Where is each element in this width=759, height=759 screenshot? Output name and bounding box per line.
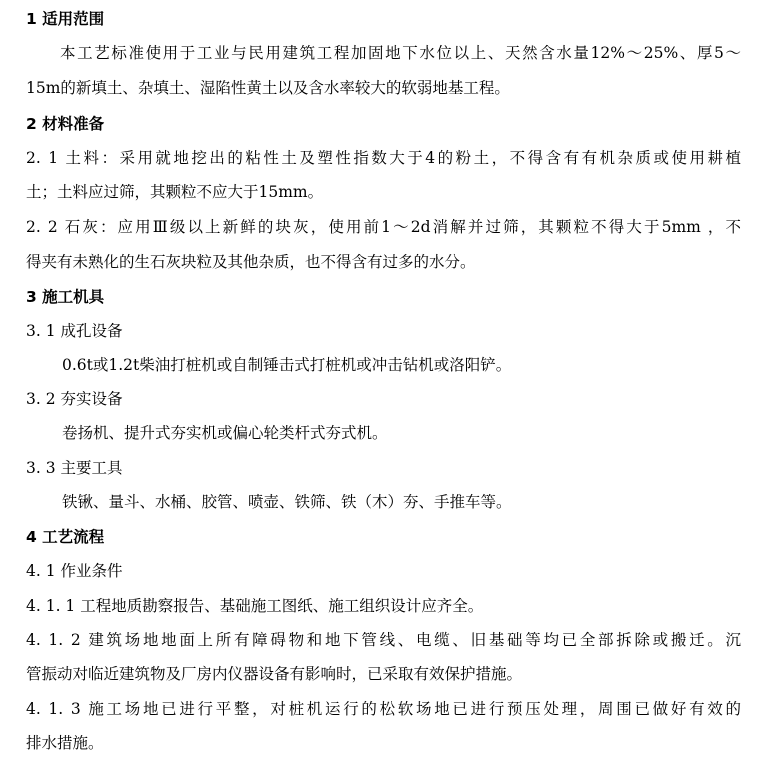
- item-4-1-1: 4. 1. 1 工程地质勘察报告、基础施工图纸、施工组织设计应齐全。: [26, 597, 484, 615]
- subsection-3-1-text: 0.6t或1.2t柴油打桩机或自制锤击式打桩机或冲击钻机或洛阳铲。: [62, 356, 512, 374]
- section-4-heading: 4 工艺流程: [26, 528, 105, 546]
- section-1-paragraph-line-1: 本工艺标准使用于工业与民用建筑工程加固地下水位以上、天然含水量12%～25%、厚5～: [60, 44, 741, 62]
- item-2-1-line-1: 2. 1 土料：采用就地挖出的粘性土及塑性指数大于4的粉土，不得含有有机杂质或使用耕植: [26, 149, 741, 167]
- subsection-3-2-text: 卷扬机、提升式夯实机或偏心轮类杆式夯式机。: [62, 424, 388, 442]
- subsection-3-3-text: 铁锹、量斗、水桶、胶管、喷壶、铁筛、铁（木）夯、手推车等。: [62, 493, 512, 511]
- section-1-paragraph-line-2: 15m的新填土、杂填土、湿陷性黄土以及含水率较大的软弱地基工程。: [26, 79, 510, 97]
- item-4-1-3-line-2: 排水措施。: [26, 734, 104, 752]
- item-4-1-3-line-1: 4. 1. 3 施工场地已进行平整，对桩机运行的松软场地已进行预压处理，周围已做好有效的: [26, 700, 741, 718]
- subsection-3-3-title: 3. 3 主要工具: [26, 459, 123, 477]
- item-2-2-line-1: 2. 2 石灰：应用Ⅲ级以上新鲜的块灰，使用前1～2d消解并过筛，其颗粒不得大于5mm ，不: [26, 218, 741, 236]
- item-2-2-line-2: 得夹有未熟化的生石灰块粒及其他杂质，也不得含有过多的水分。: [26, 253, 476, 271]
- item-4-1-2-line-1: 4. 1. 2 建筑场地地面上所有障碍物和地下管线、电缆、旧基础等均已全部拆除或搬迁。沉: [26, 631, 741, 649]
- subsection-3-2-title: 3. 2 夯实设备: [26, 390, 123, 408]
- item-2-1-line-2: 土；土料应过筛，其颗粒不应大于15mm。: [26, 183, 324, 201]
- section-1-heading: 1 适用范围: [26, 10, 105, 28]
- subsection-3-1-title: 3. 1 成孔设备: [26, 322, 123, 340]
- section-3-heading: 3 施工机具: [26, 288, 105, 306]
- section-2-heading: 2 材料准备: [26, 115, 105, 133]
- item-4-1-2-line-2: 管振动对临近建筑物及厂房内仪器设备有影响时，已采取有效保护措施。: [26, 665, 523, 683]
- subsection-4-1-title: 4. 1 作业条件: [26, 562, 123, 580]
